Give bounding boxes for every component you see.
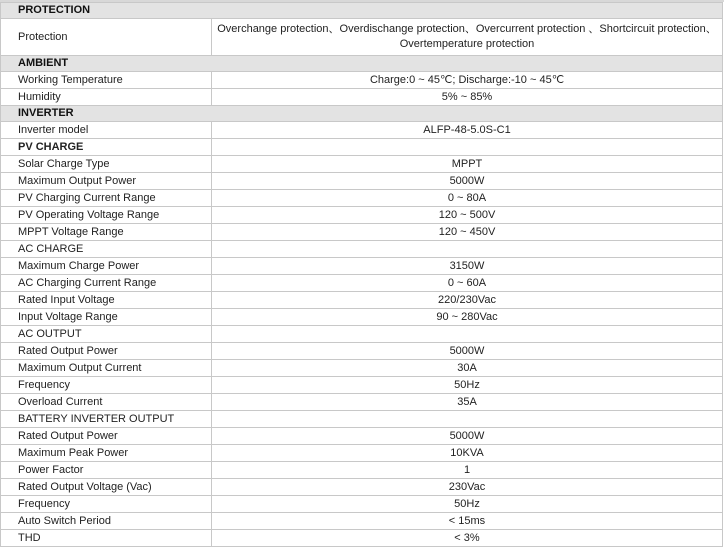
spec-value: 3150W [212, 258, 723, 275]
table-row [1, 156, 723, 173]
spec-value: 30A [212, 360, 723, 377]
table-row [1, 275, 723, 292]
spec-label: Power Factor [1, 462, 212, 479]
spec-value: < 15ms [212, 513, 723, 530]
table-row [1, 513, 723, 530]
spec-label: Frequency [1, 496, 212, 513]
table-row [1, 377, 723, 394]
spec-label: Auto Switch Period [1, 513, 212, 530]
table-row [1, 207, 723, 224]
table-row [1, 173, 723, 190]
spec-value: 5000W [212, 343, 723, 360]
spec-label: Protection [1, 19, 212, 56]
spec-value [212, 326, 723, 343]
spec-value: Overchange protection、Overdischange protection、Overcurrent protection 、Shortcircuit protection、Overtemperature protection [212, 19, 723, 56]
spec-label: PV Operating Voltage Range [1, 207, 212, 224]
table-row [1, 479, 723, 496]
spec-value [212, 139, 723, 156]
section-title: PROTECTION [1, 3, 723, 19]
spec-label: PV Charging Current Range [1, 190, 212, 207]
spec-value: 10KVA [212, 445, 723, 462]
spec-value: 50Hz [212, 496, 723, 513]
spec-value: 1 [212, 462, 723, 479]
table-row [1, 445, 723, 462]
table-row [1, 258, 723, 275]
spec-value: 90 ~ 280Vac [212, 309, 723, 326]
spec-label: Rated Output Power [1, 428, 212, 445]
spec-label: THD [1, 530, 212, 547]
table-row [1, 19, 723, 56]
table-row [1, 89, 723, 106]
table-row [1, 122, 723, 139]
section-title: INVERTER [1, 106, 723, 122]
spec-label: MPPT Voltage Range [1, 224, 212, 241]
subsection-label: PV CHARGE [1, 139, 212, 156]
table-row [1, 224, 723, 241]
spec-label: Solar Charge Type [1, 156, 212, 173]
subsection-row [1, 241, 723, 258]
spec-value: 120 ~ 500V [212, 207, 723, 224]
subsection-label: AC CHARGE [1, 241, 212, 258]
table-row [1, 530, 723, 547]
spec-value: 5% ~ 85% [212, 89, 723, 106]
spec-value: MPPT [212, 156, 723, 173]
table-row [1, 462, 723, 479]
spec-label: Maximum Output Power [1, 173, 212, 190]
spec-value: Charge:0 ~ 45℃; Discharge:-10 ~ 45℃ [212, 72, 723, 89]
spec-value [212, 411, 723, 428]
spec-label: Overload Current [1, 394, 212, 411]
spec-label: Inverter model [1, 122, 212, 139]
spec-value: 35A [212, 394, 723, 411]
spec-label: Input Voltage Range [1, 309, 212, 326]
spec-label: Humidity [1, 89, 212, 106]
spec-table [0, 2, 723, 547]
spec-value: 220/230Vac [212, 292, 723, 309]
spec-value: 5000W [212, 428, 723, 445]
spec-value: ALFP-48-5.0S-C1 [212, 122, 723, 139]
subsection-label: AC OUTPUT [1, 326, 212, 343]
subsection-label: BATTERY INVERTER OUTPUT [1, 411, 212, 428]
section-header-inverter [1, 106, 723, 122]
section-header-protection [1, 3, 723, 19]
table-row [1, 309, 723, 326]
subsection-row [1, 411, 723, 428]
spec-label: Maximum Output Current [1, 360, 212, 377]
spec-value: 0 ~ 60A [212, 275, 723, 292]
table-row [1, 72, 723, 89]
table-row [1, 343, 723, 360]
table-row [1, 190, 723, 207]
section-header-ambient [1, 56, 723, 72]
spec-value: 120 ~ 450V [212, 224, 723, 241]
subsection-row [1, 139, 723, 156]
spec-value: < 3% [212, 530, 723, 547]
spec-label: Rated Input Voltage [1, 292, 212, 309]
spec-value [212, 241, 723, 258]
spec-value: 5000W [212, 173, 723, 190]
spec-label: Rated Output Power [1, 343, 212, 360]
spec-value: 230Vac [212, 479, 723, 496]
table-row [1, 292, 723, 309]
spec-label: Maximum Charge Power [1, 258, 212, 275]
spec-value: 50Hz [212, 377, 723, 394]
subsection-row [1, 326, 723, 343]
section-title: AMBIENT [1, 56, 723, 72]
spec-value: 0 ~ 80A [212, 190, 723, 207]
table-row [1, 360, 723, 377]
table-row [1, 428, 723, 445]
spec-label: Working Temperature [1, 72, 212, 89]
spec-label: Frequency [1, 377, 212, 394]
table-row [1, 394, 723, 411]
spec-label: Rated Output Voltage (Vac) [1, 479, 212, 496]
table-row [1, 496, 723, 513]
spec-label: Maximum Peak Power [1, 445, 212, 462]
spec-label: AC Charging Current Range [1, 275, 212, 292]
